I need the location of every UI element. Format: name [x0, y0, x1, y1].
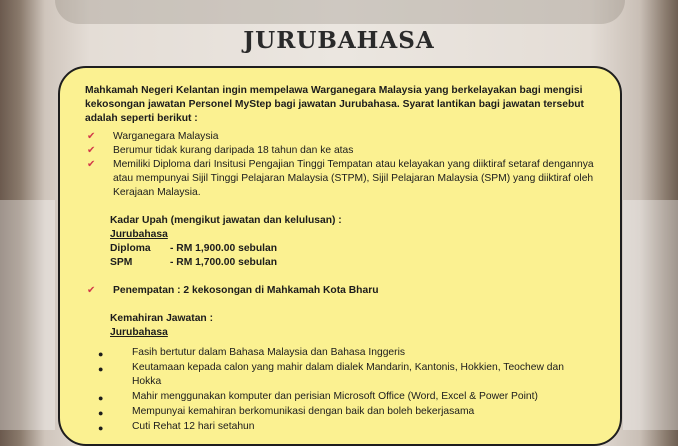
checkmark-icon: ✔ [87, 145, 96, 156]
bullet-icon: ● [98, 423, 104, 433]
background-column-left [0, 200, 55, 430]
salary-rate-row [110, 256, 596, 270]
bullet-icon: ● [98, 393, 104, 403]
background-column-right [623, 200, 678, 430]
page-title: JURUBAHASA [243, 27, 435, 54]
salary-heading: Kadar Upah (mengikut jawatan dan kelulusan) : [110, 215, 342, 226]
rate-amount: - RM 1,700.00 sebulan [170, 257, 278, 268]
salary-position: Jurubahasa [110, 229, 168, 240]
requirement-item: ✔ Warganegara Malaysia [87, 131, 219, 142]
skills-heading: Kemahiran Jawatan : [110, 313, 214, 324]
skills-list [85, 346, 596, 434]
placement-line: ✔ Penempatan : 2 kekosongan di Mahkamah Kota Bharu [87, 285, 379, 296]
skill-item: ● Fasih bertutur dalam Bahasa Malaysia dan Bahasa Inggeris [98, 347, 406, 359]
bullet-icon: ● [98, 364, 104, 374]
job-notice-card [58, 66, 622, 446]
skills-position: Jurubahasa [110, 327, 168, 338]
salary-rate-row [110, 242, 596, 256]
skills-section [110, 312, 596, 340]
rate-amount: - RM 1,900.00 sebulan [170, 243, 278, 254]
requirements-list [85, 130, 596, 200]
requirement-item: ✔ Memiliki Diploma dari Insitusi Pengajian Tinggi Tempatan atau kelayakan yang diiktiraf setaraf dengannya atau mempunyai Sijil Tinggi Pelajaran Malaysia (STPM), Sijil Pelajaran Malaysia (SPM) yang diiktiraf oleh Kerajaan Malaysia. [87, 159, 594, 198]
skill-item: ● Mahir menggunakan komputer dan perisian Microsoft Office (Word, Excel & Power Point) [98, 391, 538, 403]
skill-item: ● Cuti Rehat 12 hari setahun [98, 421, 255, 433]
skill-item: ● Keutamaan kepada calon yang mahir dalam dialek Mandarin, Kantonis, Hokkien, Teochew dan Hokka [98, 362, 564, 387]
bullet-icon: ● [98, 408, 104, 418]
checkmark-icon: ✔ [87, 285, 96, 296]
checkmark-icon: ✔ [87, 159, 96, 170]
salary-section [110, 214, 596, 270]
skill-item: ● Mempunyai kemahiran berkomunikasi dengan baik dan boleh bekerjasama [98, 406, 475, 418]
bullet-icon: ● [98, 349, 104, 359]
rate-level: SPM [110, 257, 133, 268]
background-arch [55, 0, 625, 24]
intro-paragraph: Mahkamah Negeri Kelantan ingin mempelawa Warganegara Malaysia yang berkelayakan bagi mengisi kekosongan jawatan Personel MyStep bagi jawatan Jurubahasa. Syarat lantikan bagi jawatan tersebut adalah seperti berikut : [85, 85, 584, 124]
checkmark-icon: ✔ [87, 131, 96, 142]
rate-level: Diploma [110, 243, 151, 254]
requirement-item: ✔ Berumur tidak kurang daripada 18 tahun dan ke atas [87, 145, 354, 156]
